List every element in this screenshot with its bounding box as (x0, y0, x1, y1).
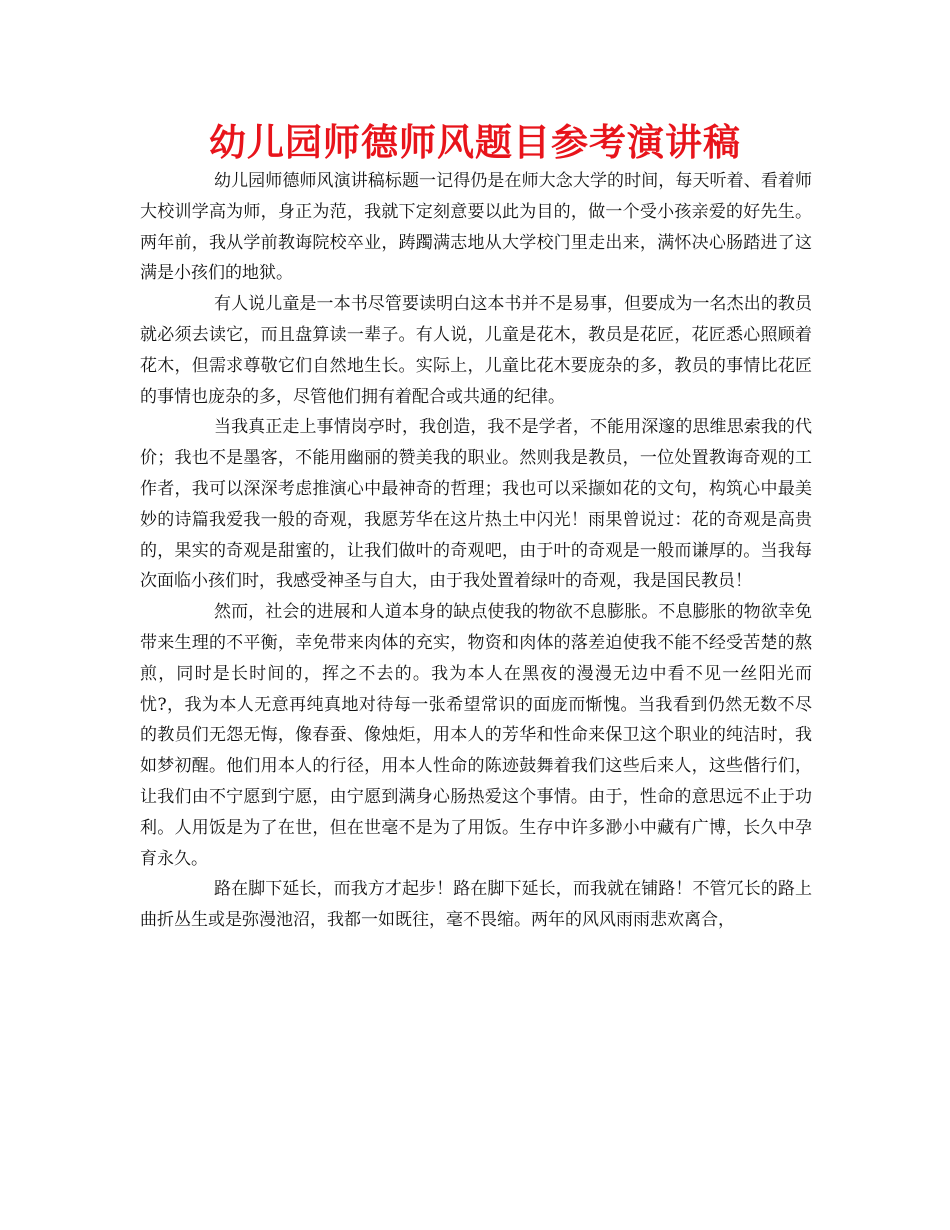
paragraph: 当我真正走上事情岗亭时，我创造，我不是学者，不能用深邃的思维思索我的代价；我也不是墨客，不能用幽丽的赞美我的职业。然则我是教员，一位处置教诲奇观的工作者，我可以深深考虑推演心中最神奇的哲理；我也可以采撷如花的文句，构筑心中最美妙的诗篇我爱我一般的奇观，我愿芳华在这片热土中闪光！雨果曾说过：花的奇观是高贵的，果实的奇观是甜蜜的，让我们做叶的奇观吧，由于叶的奇观是一般而谦厚的。当我每次面临小孩们时，我感受神圣与自大，由于我处置着绿叶的奇观，我是国民教员！ (140, 417, 812, 592)
paragraph: 然而，社会的进展和人道本身的缺点使我的物欲不息膨胀。不息膨胀的物欲幸免带来生理的不平衡，幸免带来肉体的充实，物资和肉体的落差迫使我不能不经受苦楚的熬煎，同时是长时间的，挥之不去的。我为本人在黑夜的漫漫无边中看不见一丝阳光而忧?，我为本人无意再纯真地对待每一张希望常识的面庞而惭愧。当我看到仍然无数不尽的教员们无怨无悔，像春蚕、像烛炬，用本人的芳华和性命来保卫这个职业的纯洁时，我如梦初醒。他们用本人的行径，用本人性命的陈迹鼓舞着我们这些后来人，这些偕行们，让我们由不宁愿到宁愿，由宁愿到满身心肠热爱这个事情。由于，性命的意思远不止于功利。人用饭是为了在世，但在世毫不是为了用饭。生存中许多渺小中藏有广博，长久中孕育永久。 (140, 602, 812, 869)
document-body (140, 166, 812, 936)
paragraph: 有人说儿童是一本书尽管要读明白这本书并不是易事，但要成为一名杰出的教员就必须去读它，而且盘算读一辈子。有人说，儿童是花木，教员是花匠，花匠悉心照顾着花木，但需求尊敬它们自然地生长。实际上，儿童比花木要庞杂的多，教员的事情比花匠的事情也庞杂的多，尽管他们拥有着配合或共通的纪律。 (140, 294, 812, 407)
document-title: 幼儿园师德师风题目参考演讲稿 (209, 121, 741, 164)
paragraph: 幼儿园师德师风演讲稿标题一记得仍是在师大念大学的时间，每天听着、看着师大校训学高为师，身正为范，我就下定刻意要以此为目的，做一个受小孩亲爱的好先生。两年前，我从学前教诲院校卒业，踌躅满志地从大学校门里走出来，满怀决心肠踏进了这满是小孩们的地狱。 (140, 171, 812, 284)
paragraph: 路在脚下延长，而我方才起步！路在脚下延长，而我就在铺路！不管冗长的路上曲折丛生或是弥漫池沼，我都一如既往，毫不畏缩。两年的风风雨雨悲欢离合， (140, 879, 812, 931)
